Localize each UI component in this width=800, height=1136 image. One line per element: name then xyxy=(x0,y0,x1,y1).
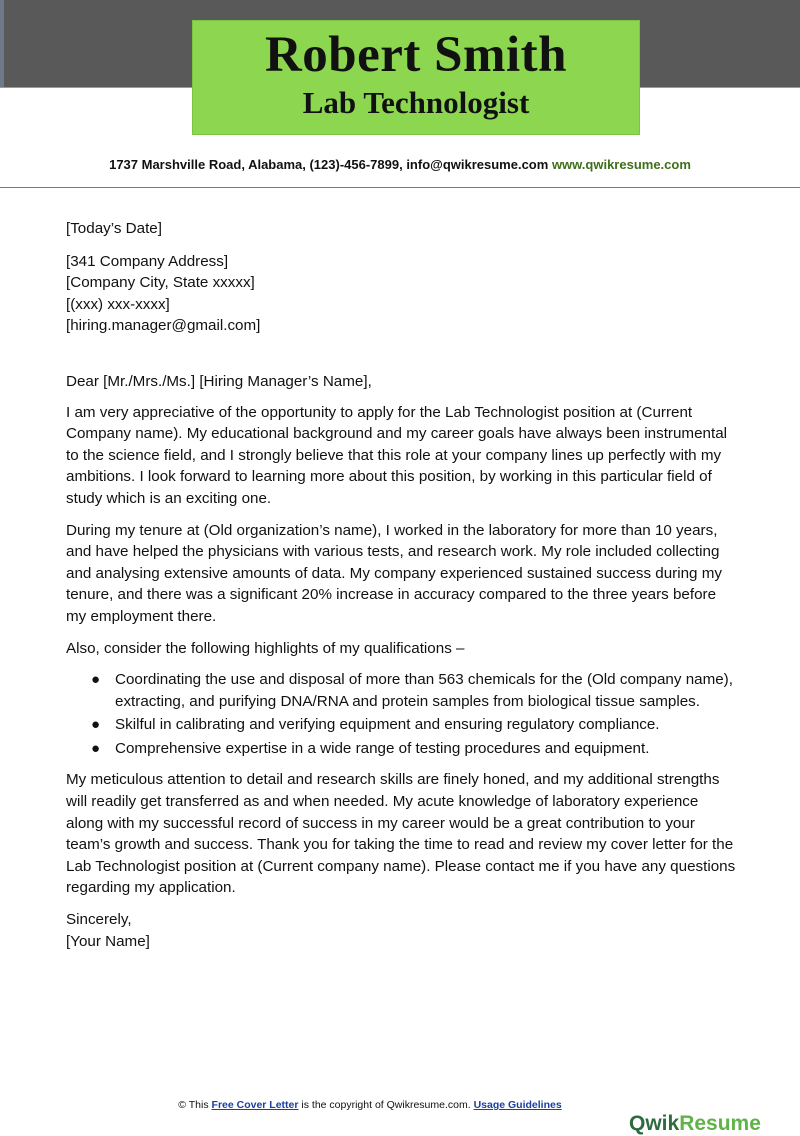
paragraph-intro: I am very appreciative of the opportunity to apply for the Lab Technologist position at (Current Company name). My educational background and my career goals have always been instrumental to the science field, and I strongly believe that this role at your company lines up perfectly with my ambitions. I look forward to learning more about this position, by working in this particular field of study which is an exciting one. xyxy=(66,403,728,507)
list-item xyxy=(91,738,736,760)
address-line: [(xxx) xxx-xxxx] xyxy=(66,295,170,313)
signature-name: [Your Name] xyxy=(66,932,150,950)
paragraph-experience: During my tenure at (Old organization’s name), I worked in the laboratory for more than 10 years, and have helped the physicians with various tests, and research work. My role included collecting and analysing extensive amounts of data. My company experienced sustained success during my tenure, and there was a significant 20% increase in accuracy compared to the three years before my employment there. xyxy=(66,521,722,625)
bullet-icon: ● xyxy=(91,739,101,757)
name-box xyxy=(192,20,640,135)
address-line: [341 Company Address] xyxy=(66,252,229,270)
bullet-icon: ● xyxy=(91,716,101,734)
highlights-list xyxy=(66,669,736,759)
website-link[interactable]: www.qwikresume.com xyxy=(551,157,691,172)
footer-middle: is the copyright of Qwikresume.com. xyxy=(301,1099,471,1111)
contact-details: 1737 Marshville Road, Alabama, (123)-456-7899, info@qwikresume.com xyxy=(109,157,549,172)
free-cover-letter-link[interactable]: Free Cover Letter xyxy=(211,1099,299,1111)
qwikresume-logo xyxy=(629,1112,761,1136)
footer-copyright xyxy=(0,1099,740,1111)
closing-word: Sincerely, xyxy=(66,911,132,929)
header-divider xyxy=(0,187,800,188)
bullet-icon: ● xyxy=(91,671,101,689)
letter-body xyxy=(66,218,736,952)
address-line: [Company City, State xxxxx] xyxy=(66,274,255,292)
contact-line xyxy=(0,157,800,172)
list-item xyxy=(91,714,736,736)
sign-off xyxy=(66,909,736,952)
salutation: Dear [Mr./Mrs./Ms.] [Hiring Manager’s Name], xyxy=(66,372,372,390)
highlight-text: Skilful in calibrating and verifying equipment and ensuring regulatory compliance. xyxy=(115,716,660,734)
job-title: Lab Technologist xyxy=(302,85,530,120)
applicant-name: Robert Smith xyxy=(264,27,568,83)
footer-prefix: © This xyxy=(178,1099,209,1111)
recipient-address xyxy=(66,251,736,337)
brand-part-1: Qwik xyxy=(629,1112,680,1135)
list-item xyxy=(91,669,736,712)
usage-guidelines-link[interactable]: Usage Guidelines xyxy=(473,1099,562,1111)
brand-part-2: Resume xyxy=(679,1112,761,1135)
header-edge-accent xyxy=(0,0,4,87)
paragraph-closing: My meticulous attention to detail and research skills are finely honed, and my additional strengths will readily get transferred as and when needed. My acute knowledge of laboratory experience along with my successful record of success in my career would be a great contribution to your team’s growth and success. Thank you for taking the time to read and review my cover letter for the Lab Technologist position at (Current company name). Please contact me if you have any questions regarding my application. xyxy=(66,771,736,897)
highlight-text: Coordinating the use and disposal of more than 563 chemicals for the (Old company name), extracting, and purifying DNA/RNA and protein samples from biological tissue samples. xyxy=(115,671,733,710)
address-line: [hiring.manager@gmail.com] xyxy=(66,317,261,335)
highlight-text: Comprehensive expertise in a wide range of testing procedures and equipment. xyxy=(115,739,650,757)
letter-date: [Today’s Date] xyxy=(66,220,162,237)
highlights-intro: Also, consider the following highlights of my qualifications – xyxy=(66,639,465,657)
